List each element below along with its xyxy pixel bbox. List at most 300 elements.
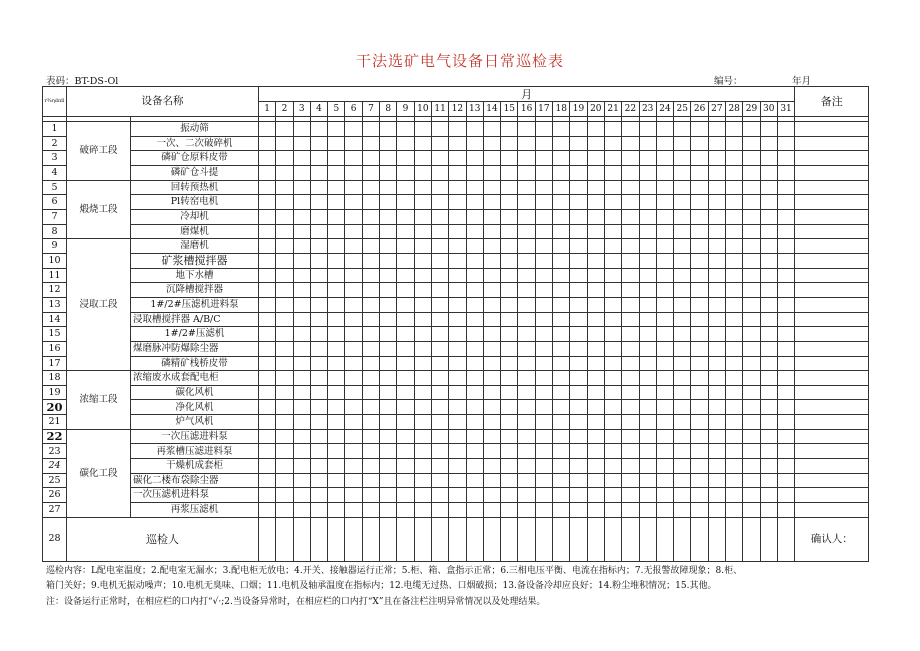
check-cell[interactable] [310, 429, 327, 444]
check-cell[interactable] [276, 165, 293, 180]
check-cell[interactable] [276, 268, 293, 283]
check-cell[interactable] [328, 151, 345, 166]
check-cell[interactable] [431, 209, 448, 224]
check-cell[interactable] [777, 385, 794, 400]
check-cell[interactable] [553, 356, 570, 371]
check-cell[interactable] [726, 341, 743, 356]
check-cell[interactable] [570, 253, 587, 268]
check-cell[interactable] [259, 385, 276, 400]
check-cell[interactable] [570, 327, 587, 342]
check-cell[interactable] [604, 459, 621, 474]
check-cell[interactable] [674, 444, 691, 459]
check-cell[interactable] [674, 341, 691, 356]
check-cell[interactable] [535, 429, 552, 444]
check-cell[interactable] [397, 253, 414, 268]
check-cell[interactable] [535, 488, 552, 503]
remark-cell[interactable] [795, 415, 869, 430]
check-cell[interactable] [518, 415, 535, 430]
check-cell[interactable] [691, 180, 708, 195]
check-cell[interactable] [345, 151, 362, 166]
check-cell[interactable] [760, 312, 777, 327]
check-cell[interactable] [587, 415, 604, 430]
check-cell[interactable] [535, 239, 552, 254]
check-cell[interactable] [501, 297, 518, 312]
check-cell[interactable] [518, 283, 535, 298]
remark-cell[interactable] [795, 268, 869, 283]
check-cell[interactable] [535, 297, 552, 312]
check-cell[interactable] [708, 136, 725, 151]
check-cell[interactable] [622, 136, 639, 151]
check-cell[interactable] [760, 253, 777, 268]
check-cell[interactable] [674, 297, 691, 312]
check-cell[interactable] [656, 224, 673, 239]
check-cell[interactable] [604, 327, 621, 342]
check-cell[interactable] [449, 136, 466, 151]
check-cell[interactable] [431, 429, 448, 444]
check-cell[interactable] [570, 356, 587, 371]
check-cell[interactable] [604, 488, 621, 503]
check-cell[interactable] [449, 122, 466, 137]
remark-cell[interactable] [795, 444, 869, 459]
check-cell[interactable] [431, 195, 448, 210]
check-cell[interactable] [345, 503, 362, 518]
check-cell[interactable] [483, 283, 500, 298]
check-cell[interactable] [639, 385, 656, 400]
check-cell[interactable] [777, 297, 794, 312]
check-cell[interactable] [622, 473, 639, 488]
check-cell[interactable] [535, 180, 552, 195]
check-cell[interactable] [726, 151, 743, 166]
check-cell[interactable] [397, 165, 414, 180]
check-cell[interactable] [604, 165, 621, 180]
check-cell[interactable] [362, 195, 379, 210]
check-cell[interactable] [639, 488, 656, 503]
check-cell[interactable] [656, 488, 673, 503]
check-cell[interactable] [587, 459, 604, 474]
check-cell[interactable] [431, 356, 448, 371]
remark-cell[interactable] [795, 371, 869, 386]
check-cell[interactable] [431, 488, 448, 503]
remark-cell[interactable] [795, 151, 869, 166]
check-cell[interactable] [449, 444, 466, 459]
remark-cell[interactable] [795, 503, 869, 518]
check-cell[interactable] [743, 488, 760, 503]
check-cell[interactable] [518, 312, 535, 327]
check-cell[interactable] [276, 239, 293, 254]
check-cell[interactable] [777, 488, 794, 503]
check-cell[interactable] [726, 459, 743, 474]
remark-cell[interactable] [795, 165, 869, 180]
check-cell[interactable] [501, 385, 518, 400]
check-cell[interactable] [674, 122, 691, 137]
check-cell[interactable] [449, 151, 466, 166]
check-cell[interactable] [535, 195, 552, 210]
check-cell[interactable] [674, 356, 691, 371]
check-cell[interactable] [259, 473, 276, 488]
check-cell[interactable] [777, 371, 794, 386]
check-cell[interactable] [501, 371, 518, 386]
check-cell[interactable] [466, 268, 483, 283]
check-cell[interactable] [708, 503, 725, 518]
check-cell[interactable] [622, 195, 639, 210]
check-cell[interactable] [431, 268, 448, 283]
remark-cell[interactable] [795, 122, 869, 137]
check-cell[interactable] [362, 253, 379, 268]
check-cell[interactable] [345, 488, 362, 503]
check-cell[interactable] [259, 341, 276, 356]
check-cell[interactable] [259, 444, 276, 459]
check-cell[interactable] [604, 180, 621, 195]
check-cell[interactable] [622, 356, 639, 371]
check-cell[interactable] [708, 385, 725, 400]
check-cell[interactable] [276, 503, 293, 518]
check-cell[interactable] [587, 165, 604, 180]
check-cell[interactable] [553, 312, 570, 327]
check-cell[interactable] [483, 341, 500, 356]
check-cell[interactable] [726, 283, 743, 298]
check-cell[interactable] [691, 371, 708, 386]
check-cell[interactable] [310, 224, 327, 239]
check-cell[interactable] [449, 400, 466, 415]
check-cell[interactable] [466, 371, 483, 386]
check-cell[interactable] [310, 239, 327, 254]
check-cell[interactable] [518, 224, 535, 239]
check-cell[interactable] [380, 459, 397, 474]
check-cell[interactable] [345, 312, 362, 327]
check-cell[interactable] [310, 415, 327, 430]
check-cell[interactable] [726, 180, 743, 195]
check-cell[interactable] [708, 195, 725, 210]
check-cell[interactable] [708, 224, 725, 239]
check-cell[interactable] [674, 473, 691, 488]
check-cell[interactable] [639, 195, 656, 210]
check-cell[interactable] [726, 371, 743, 386]
check-cell[interactable] [708, 327, 725, 342]
check-cell[interactable] [328, 195, 345, 210]
check-cell[interactable] [570, 444, 587, 459]
check-cell[interactable] [570, 312, 587, 327]
check-cell[interactable] [777, 239, 794, 254]
check-cell[interactable] [656, 297, 673, 312]
check-cell[interactable] [518, 385, 535, 400]
check-cell[interactable] [362, 209, 379, 224]
remark-cell[interactable] [795, 195, 869, 210]
check-cell[interactable] [674, 180, 691, 195]
check-cell[interactable] [691, 503, 708, 518]
check-cell[interactable] [431, 341, 448, 356]
check-cell[interactable] [483, 488, 500, 503]
check-cell[interactable] [310, 459, 327, 474]
check-cell[interactable] [518, 459, 535, 474]
check-cell[interactable] [604, 415, 621, 430]
check-cell[interactable] [259, 122, 276, 137]
check-cell[interactable] [449, 503, 466, 518]
check-cell[interactable] [414, 429, 431, 444]
check-cell[interactable] [622, 283, 639, 298]
check-cell[interactable] [726, 122, 743, 137]
remark-cell[interactable] [795, 459, 869, 474]
check-cell[interactable] [380, 122, 397, 137]
check-cell[interactable] [639, 429, 656, 444]
check-cell[interactable] [328, 459, 345, 474]
check-cell[interactable] [414, 341, 431, 356]
check-cell[interactable] [276, 151, 293, 166]
check-cell[interactable] [362, 297, 379, 312]
check-cell[interactable] [328, 297, 345, 312]
inspector-signature-cell[interactable] [259, 517, 276, 561]
check-cell[interactable] [449, 415, 466, 430]
check-cell[interactable] [570, 165, 587, 180]
check-cell[interactable] [760, 415, 777, 430]
check-cell[interactable] [466, 385, 483, 400]
check-cell[interactable] [259, 400, 276, 415]
check-cell[interactable] [397, 385, 414, 400]
check-cell[interactable] [570, 415, 587, 430]
check-cell[interactable] [397, 341, 414, 356]
check-cell[interactable] [743, 371, 760, 386]
check-cell[interactable] [743, 224, 760, 239]
remark-cell[interactable] [795, 356, 869, 371]
check-cell[interactable] [449, 165, 466, 180]
check-cell[interactable] [362, 312, 379, 327]
check-cell[interactable] [553, 283, 570, 298]
check-cell[interactable] [760, 239, 777, 254]
check-cell[interactable] [310, 195, 327, 210]
check-cell[interactable] [501, 165, 518, 180]
check-cell[interactable] [483, 371, 500, 386]
check-cell[interactable] [622, 327, 639, 342]
check-cell[interactable] [639, 312, 656, 327]
inspector-signature-cell[interactable] [328, 517, 345, 561]
remark-cell[interactable] [795, 488, 869, 503]
check-cell[interactable] [501, 312, 518, 327]
check-cell[interactable] [397, 356, 414, 371]
check-cell[interactable] [691, 297, 708, 312]
check-cell[interactable] [293, 341, 310, 356]
check-cell[interactable] [743, 415, 760, 430]
check-cell[interactable] [535, 283, 552, 298]
check-cell[interactable] [362, 400, 379, 415]
check-cell[interactable] [501, 268, 518, 283]
check-cell[interactable] [397, 239, 414, 254]
check-cell[interactable] [431, 385, 448, 400]
check-cell[interactable] [743, 341, 760, 356]
check-cell[interactable] [518, 503, 535, 518]
inspector-signature-cell[interactable] [726, 517, 743, 561]
check-cell[interactable] [587, 473, 604, 488]
check-cell[interactable] [483, 151, 500, 166]
check-cell[interactable] [449, 297, 466, 312]
check-cell[interactable] [553, 400, 570, 415]
check-cell[interactable] [293, 429, 310, 444]
check-cell[interactable] [553, 488, 570, 503]
check-cell[interactable] [483, 473, 500, 488]
check-cell[interactable] [466, 429, 483, 444]
check-cell[interactable] [483, 239, 500, 254]
check-cell[interactable] [691, 312, 708, 327]
check-cell[interactable] [535, 312, 552, 327]
check-cell[interactable] [777, 165, 794, 180]
check-cell[interactable] [708, 253, 725, 268]
check-cell[interactable] [328, 473, 345, 488]
check-cell[interactable] [483, 503, 500, 518]
inspector-signature-cell[interactable] [397, 517, 414, 561]
check-cell[interactable] [708, 429, 725, 444]
check-cell[interactable] [604, 136, 621, 151]
check-cell[interactable] [726, 312, 743, 327]
check-cell[interactable] [483, 444, 500, 459]
check-cell[interactable] [587, 488, 604, 503]
check-cell[interactable] [328, 165, 345, 180]
inspector-signature-cell[interactable] [674, 517, 691, 561]
check-cell[interactable] [483, 327, 500, 342]
check-cell[interactable] [345, 444, 362, 459]
check-cell[interactable] [397, 224, 414, 239]
check-cell[interactable] [708, 312, 725, 327]
check-cell[interactable] [259, 136, 276, 151]
check-cell[interactable] [483, 356, 500, 371]
check-cell[interactable] [483, 312, 500, 327]
inspector-signature-cell[interactable] [691, 517, 708, 561]
check-cell[interactable] [501, 224, 518, 239]
check-cell[interactable] [674, 136, 691, 151]
check-cell[interactable] [743, 444, 760, 459]
check-cell[interactable] [691, 459, 708, 474]
check-cell[interactable] [345, 400, 362, 415]
check-cell[interactable] [622, 488, 639, 503]
check-cell[interactable] [674, 283, 691, 298]
check-cell[interactable] [449, 180, 466, 195]
inspector-signature-cell[interactable] [501, 517, 518, 561]
check-cell[interactable] [414, 488, 431, 503]
check-cell[interactable] [656, 444, 673, 459]
check-cell[interactable] [726, 473, 743, 488]
check-cell[interactable] [777, 151, 794, 166]
check-cell[interactable] [674, 224, 691, 239]
check-cell[interactable] [760, 327, 777, 342]
check-cell[interactable] [501, 195, 518, 210]
check-cell[interactable] [587, 268, 604, 283]
check-cell[interactable] [293, 444, 310, 459]
check-cell[interactable] [708, 400, 725, 415]
check-cell[interactable] [483, 165, 500, 180]
check-cell[interactable] [293, 415, 310, 430]
check-cell[interactable] [293, 297, 310, 312]
check-cell[interactable] [674, 415, 691, 430]
inspector-signature-cell[interactable] [483, 517, 500, 561]
check-cell[interactable] [362, 444, 379, 459]
check-cell[interactable] [760, 165, 777, 180]
check-cell[interactable] [276, 224, 293, 239]
check-cell[interactable] [639, 503, 656, 518]
check-cell[interactable] [310, 488, 327, 503]
check-cell[interactable] [276, 473, 293, 488]
check-cell[interactable] [535, 268, 552, 283]
check-cell[interactable] [639, 327, 656, 342]
check-cell[interactable] [501, 136, 518, 151]
check-cell[interactable] [518, 151, 535, 166]
check-cell[interactable] [466, 136, 483, 151]
check-cell[interactable] [570, 371, 587, 386]
check-cell[interactable] [259, 503, 276, 518]
inspector-signature-cell[interactable] [466, 517, 483, 561]
check-cell[interactable] [518, 444, 535, 459]
check-cell[interactable] [380, 268, 397, 283]
check-cell[interactable] [587, 400, 604, 415]
check-cell[interactable] [777, 400, 794, 415]
check-cell[interactable] [777, 122, 794, 137]
check-cell[interactable] [466, 415, 483, 430]
check-cell[interactable] [570, 239, 587, 254]
check-cell[interactable] [431, 239, 448, 254]
check-cell[interactable] [656, 239, 673, 254]
check-cell[interactable] [622, 209, 639, 224]
check-cell[interactable] [397, 415, 414, 430]
check-cell[interactable] [674, 165, 691, 180]
check-cell[interactable] [397, 151, 414, 166]
check-cell[interactable] [259, 429, 276, 444]
check-cell[interactable] [587, 444, 604, 459]
check-cell[interactable] [553, 459, 570, 474]
check-cell[interactable] [760, 209, 777, 224]
check-cell[interactable] [345, 429, 362, 444]
check-cell[interactable] [310, 385, 327, 400]
check-cell[interactable] [293, 239, 310, 254]
check-cell[interactable] [293, 503, 310, 518]
check-cell[interactable] [380, 444, 397, 459]
check-cell[interactable] [743, 473, 760, 488]
check-cell[interactable] [293, 283, 310, 298]
check-cell[interactable] [259, 488, 276, 503]
check-cell[interactable] [276, 253, 293, 268]
check-cell[interactable] [760, 356, 777, 371]
check-cell[interactable] [760, 297, 777, 312]
check-cell[interactable] [518, 400, 535, 415]
check-cell[interactable] [518, 122, 535, 137]
check-cell[interactable] [760, 180, 777, 195]
inspector-signature-cell[interactable] [293, 517, 310, 561]
check-cell[interactable] [604, 503, 621, 518]
check-cell[interactable] [501, 415, 518, 430]
check-cell[interactable] [604, 371, 621, 386]
check-cell[interactable] [726, 253, 743, 268]
check-cell[interactable] [276, 297, 293, 312]
check-cell[interactable] [276, 356, 293, 371]
check-cell[interactable] [501, 444, 518, 459]
check-cell[interactable] [466, 444, 483, 459]
check-cell[interactable] [431, 459, 448, 474]
check-cell[interactable] [310, 356, 327, 371]
check-cell[interactable] [414, 122, 431, 137]
check-cell[interactable] [726, 327, 743, 342]
check-cell[interactable] [743, 239, 760, 254]
check-cell[interactable] [380, 165, 397, 180]
check-cell[interactable] [777, 224, 794, 239]
check-cell[interactable] [743, 429, 760, 444]
check-cell[interactable] [777, 429, 794, 444]
check-cell[interactable] [674, 371, 691, 386]
check-cell[interactable] [414, 165, 431, 180]
check-cell[interactable] [276, 341, 293, 356]
check-cell[interactable] [345, 385, 362, 400]
check-cell[interactable] [656, 209, 673, 224]
check-cell[interactable] [414, 239, 431, 254]
check-cell[interactable] [414, 151, 431, 166]
inspector-signature-cell[interactable] [604, 517, 621, 561]
check-cell[interactable] [743, 327, 760, 342]
check-cell[interactable] [380, 371, 397, 386]
check-cell[interactable] [587, 356, 604, 371]
